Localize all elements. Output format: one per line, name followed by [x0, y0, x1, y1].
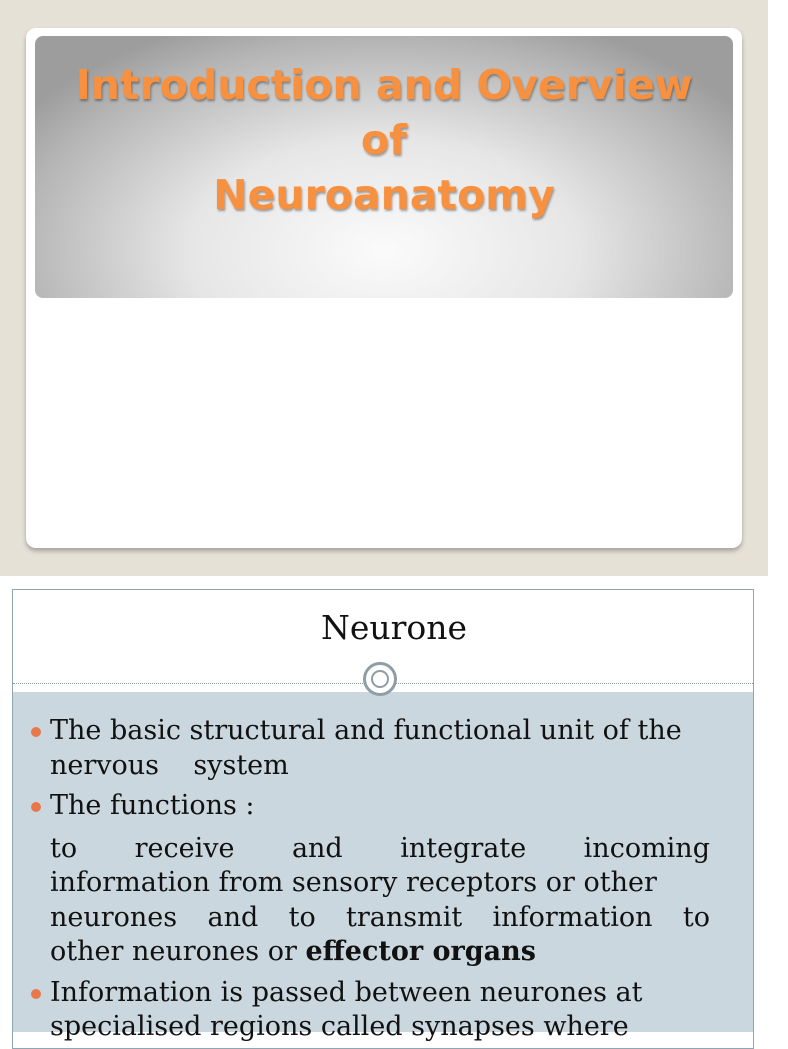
slide-1-title-line-1: Introduction and Overview [75, 61, 693, 109]
word: and [207, 901, 259, 933]
functions-line-3 [50, 901, 710, 936]
word: incoming [583, 832, 710, 864]
functions-line-2: information from sensory receptors or other [50, 867, 657, 898]
slide-2-heading: Neurone [320, 608, 468, 647]
functions-line-1 [50, 832, 710, 867]
slide-1-title [35, 58, 733, 223]
slide-1-title-line-2: of [360, 116, 407, 164]
bullet-dot-icon [31, 802, 41, 812]
functions-line-4 [50, 935, 710, 970]
word: to [50, 832, 78, 864]
effector-organs-emphasis: effector organs [305, 936, 536, 967]
functions-line-4-prefix: other neurones or [50, 936, 297, 967]
bullet-1-line-1: The basic structural and functional unit of the [50, 715, 682, 746]
bullet-2-text: The functions : [50, 790, 255, 821]
functions-description [50, 832, 710, 970]
bullet-dot-icon [31, 727, 41, 737]
bullet-item [50, 714, 740, 783]
slide-1-title-line-3: Neuroanatomy [213, 171, 555, 219]
word: and [291, 832, 343, 864]
word: integrate [400, 832, 527, 864]
ring-ornament-inner [371, 670, 389, 688]
word: to [288, 901, 316, 933]
bullet-3-line-2: specialised regions called synapses where [50, 1011, 629, 1042]
word: transmit [346, 901, 463, 933]
slide-1-subtitle-area [60, 320, 708, 520]
word: information [492, 901, 653, 933]
word: receive [134, 832, 235, 864]
bullet-dot-icon [31, 989, 41, 999]
bullet-item [50, 976, 740, 1042]
bullet-3-line-1: Information is passed between neurones at [50, 976, 643, 1008]
word: to [682, 901, 710, 933]
ring-ornament-icon [363, 662, 397, 696]
word: neurones [50, 901, 178, 933]
slide-2-bullet-list [50, 714, 740, 1042]
bullet-item [50, 789, 740, 824]
bullet-1-line-2: nervous system [50, 749, 289, 781]
